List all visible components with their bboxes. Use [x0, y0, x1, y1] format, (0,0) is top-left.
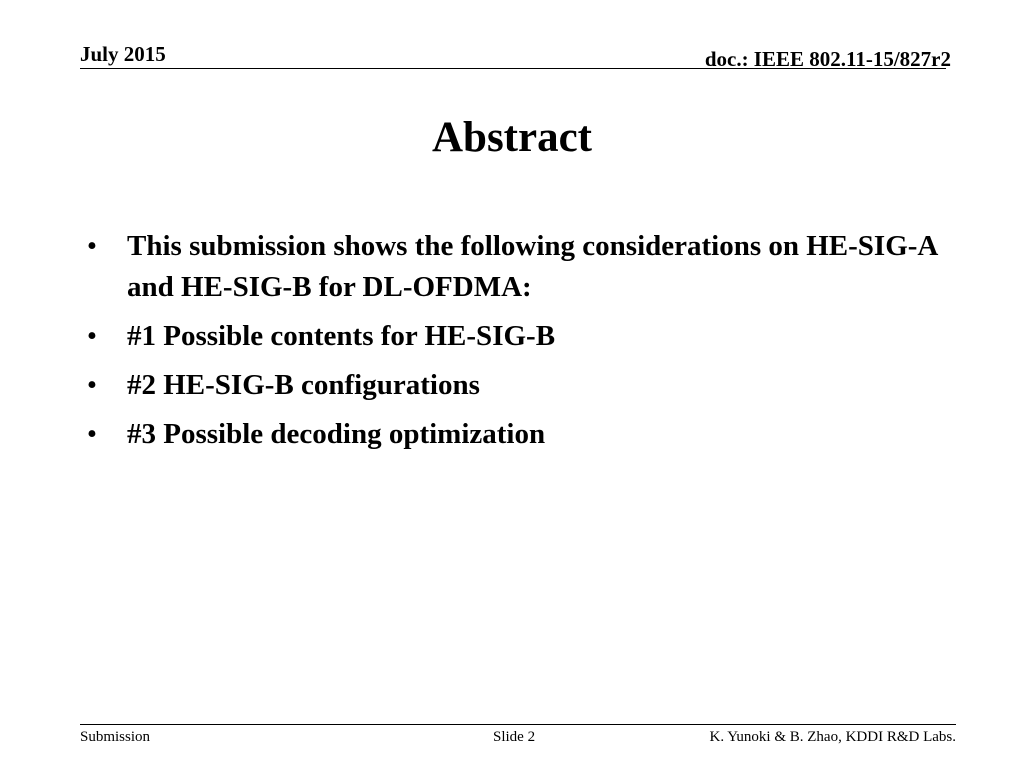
bullet-item [82, 316, 952, 357]
bullet-item [82, 365, 952, 406]
footer-slide-number: Slide 2 [493, 729, 536, 745]
bullet-icon: • [86, 320, 98, 352]
bullet-item [82, 226, 952, 308]
footer-submission: Submission [80, 729, 151, 745]
header-document-id: doc.: IEEE 802.11-15/827r2 [704, 47, 951, 71]
bullet-text: #1 Possible contents for HE-SIG-B [127, 320, 556, 352]
bullet-icon: • [86, 230, 98, 262]
bullet-icon: • [86, 369, 98, 401]
header-date: July 2015 [80, 42, 166, 66]
bullet-list [82, 226, 952, 463]
footer-authors: K. Yunoki & B. Zhao, KDDI R&D Labs. [709, 729, 956, 745]
bullet-item [82, 414, 952, 455]
bullet-text: #2 HE-SIG-B configurations [127, 369, 480, 401]
header-divider [80, 68, 946, 69]
footer-divider [80, 724, 956, 725]
bullet-text: #3 Possible decoding optimization [127, 418, 546, 450]
bullet-icon: • [86, 418, 98, 450]
slide-title: Abstract [431, 114, 592, 161]
bullet-text: This submission shows the following considerations on HE-SIG-A and HE-SIG-B for DL-OFDMA: [127, 230, 937, 303]
